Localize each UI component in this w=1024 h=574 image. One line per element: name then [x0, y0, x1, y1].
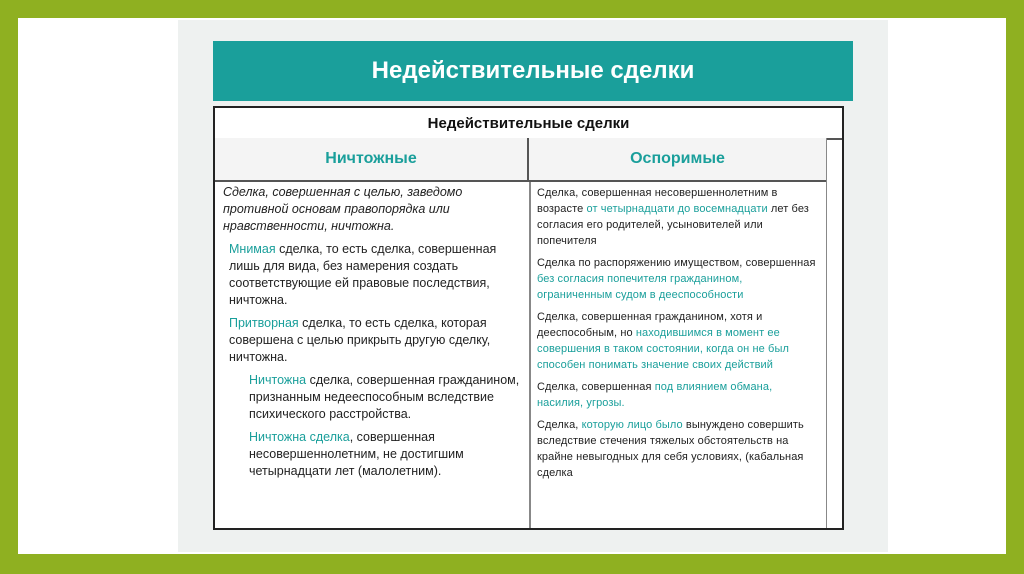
slide-title: Недействительные сделки	[213, 41, 853, 101]
column-header-void: Ничтожные	[215, 138, 529, 182]
column-header-voidable: Оспоримые	[529, 138, 826, 182]
void-item-1: Сделка, совершенная с целью, заведомо противной основам правопорядка или нравственности, ничтожна.	[223, 185, 463, 233]
void-item-5: Ничтожна сделка, совершенная несовершеннолетним, не достигшим четырнадцати лет (малолетним).	[249, 430, 464, 478]
voidable-item-2: Сделка по распоряжению имуществом, совершенная без согласия попечителя гражданином, ограниченным судом в дееспособности	[537, 257, 816, 301]
void-item-2: Мнимая сделка, то есть сделка, совершенная лишь для вида, без намерения создать соответствующие ей правовые последствия, ничтожна.	[229, 242, 497, 307]
voidable-item-5: Сделка, которую лицо было вынуждено совершить вследствие стечения тяжелых обстоятельств на крайне невыгодных для себя условиях, (кабальная сделка	[537, 419, 804, 479]
void-transactions-list	[223, 184, 523, 486]
void-item-3: Притворная сделка, то есть сделка, которая совершена с целью прикрыть другую сделку, ничтожна.	[229, 316, 491, 364]
voidable-item-4: Сделка, совершенная под влиянием обмана, насилия, угрозы.	[537, 381, 773, 409]
table-title: Недействительные сделки	[215, 108, 842, 140]
voidable-transactions-list	[537, 185, 819, 487]
column-divider	[529, 182, 531, 528]
void-item-4: Ничтожна сделка, совершенная гражданином, признанным недееспособным вследствие психического расстройства.	[249, 373, 520, 421]
voidable-item-3: Сделка, совершенная гражданином, хотя и дееспособным, но находившимся в момент ее совершения в таком состоянии, когда он не был способен понимать значение своих действий	[537, 311, 789, 371]
voidable-item-1: Сделка, совершенная несовершеннолетним в возрасте от четырнадцати до восемнадцати лет без согласия его родителей, усыновителей или попечителя	[537, 187, 809, 247]
comparison-table	[213, 106, 844, 530]
right-inner-border	[826, 138, 827, 528]
